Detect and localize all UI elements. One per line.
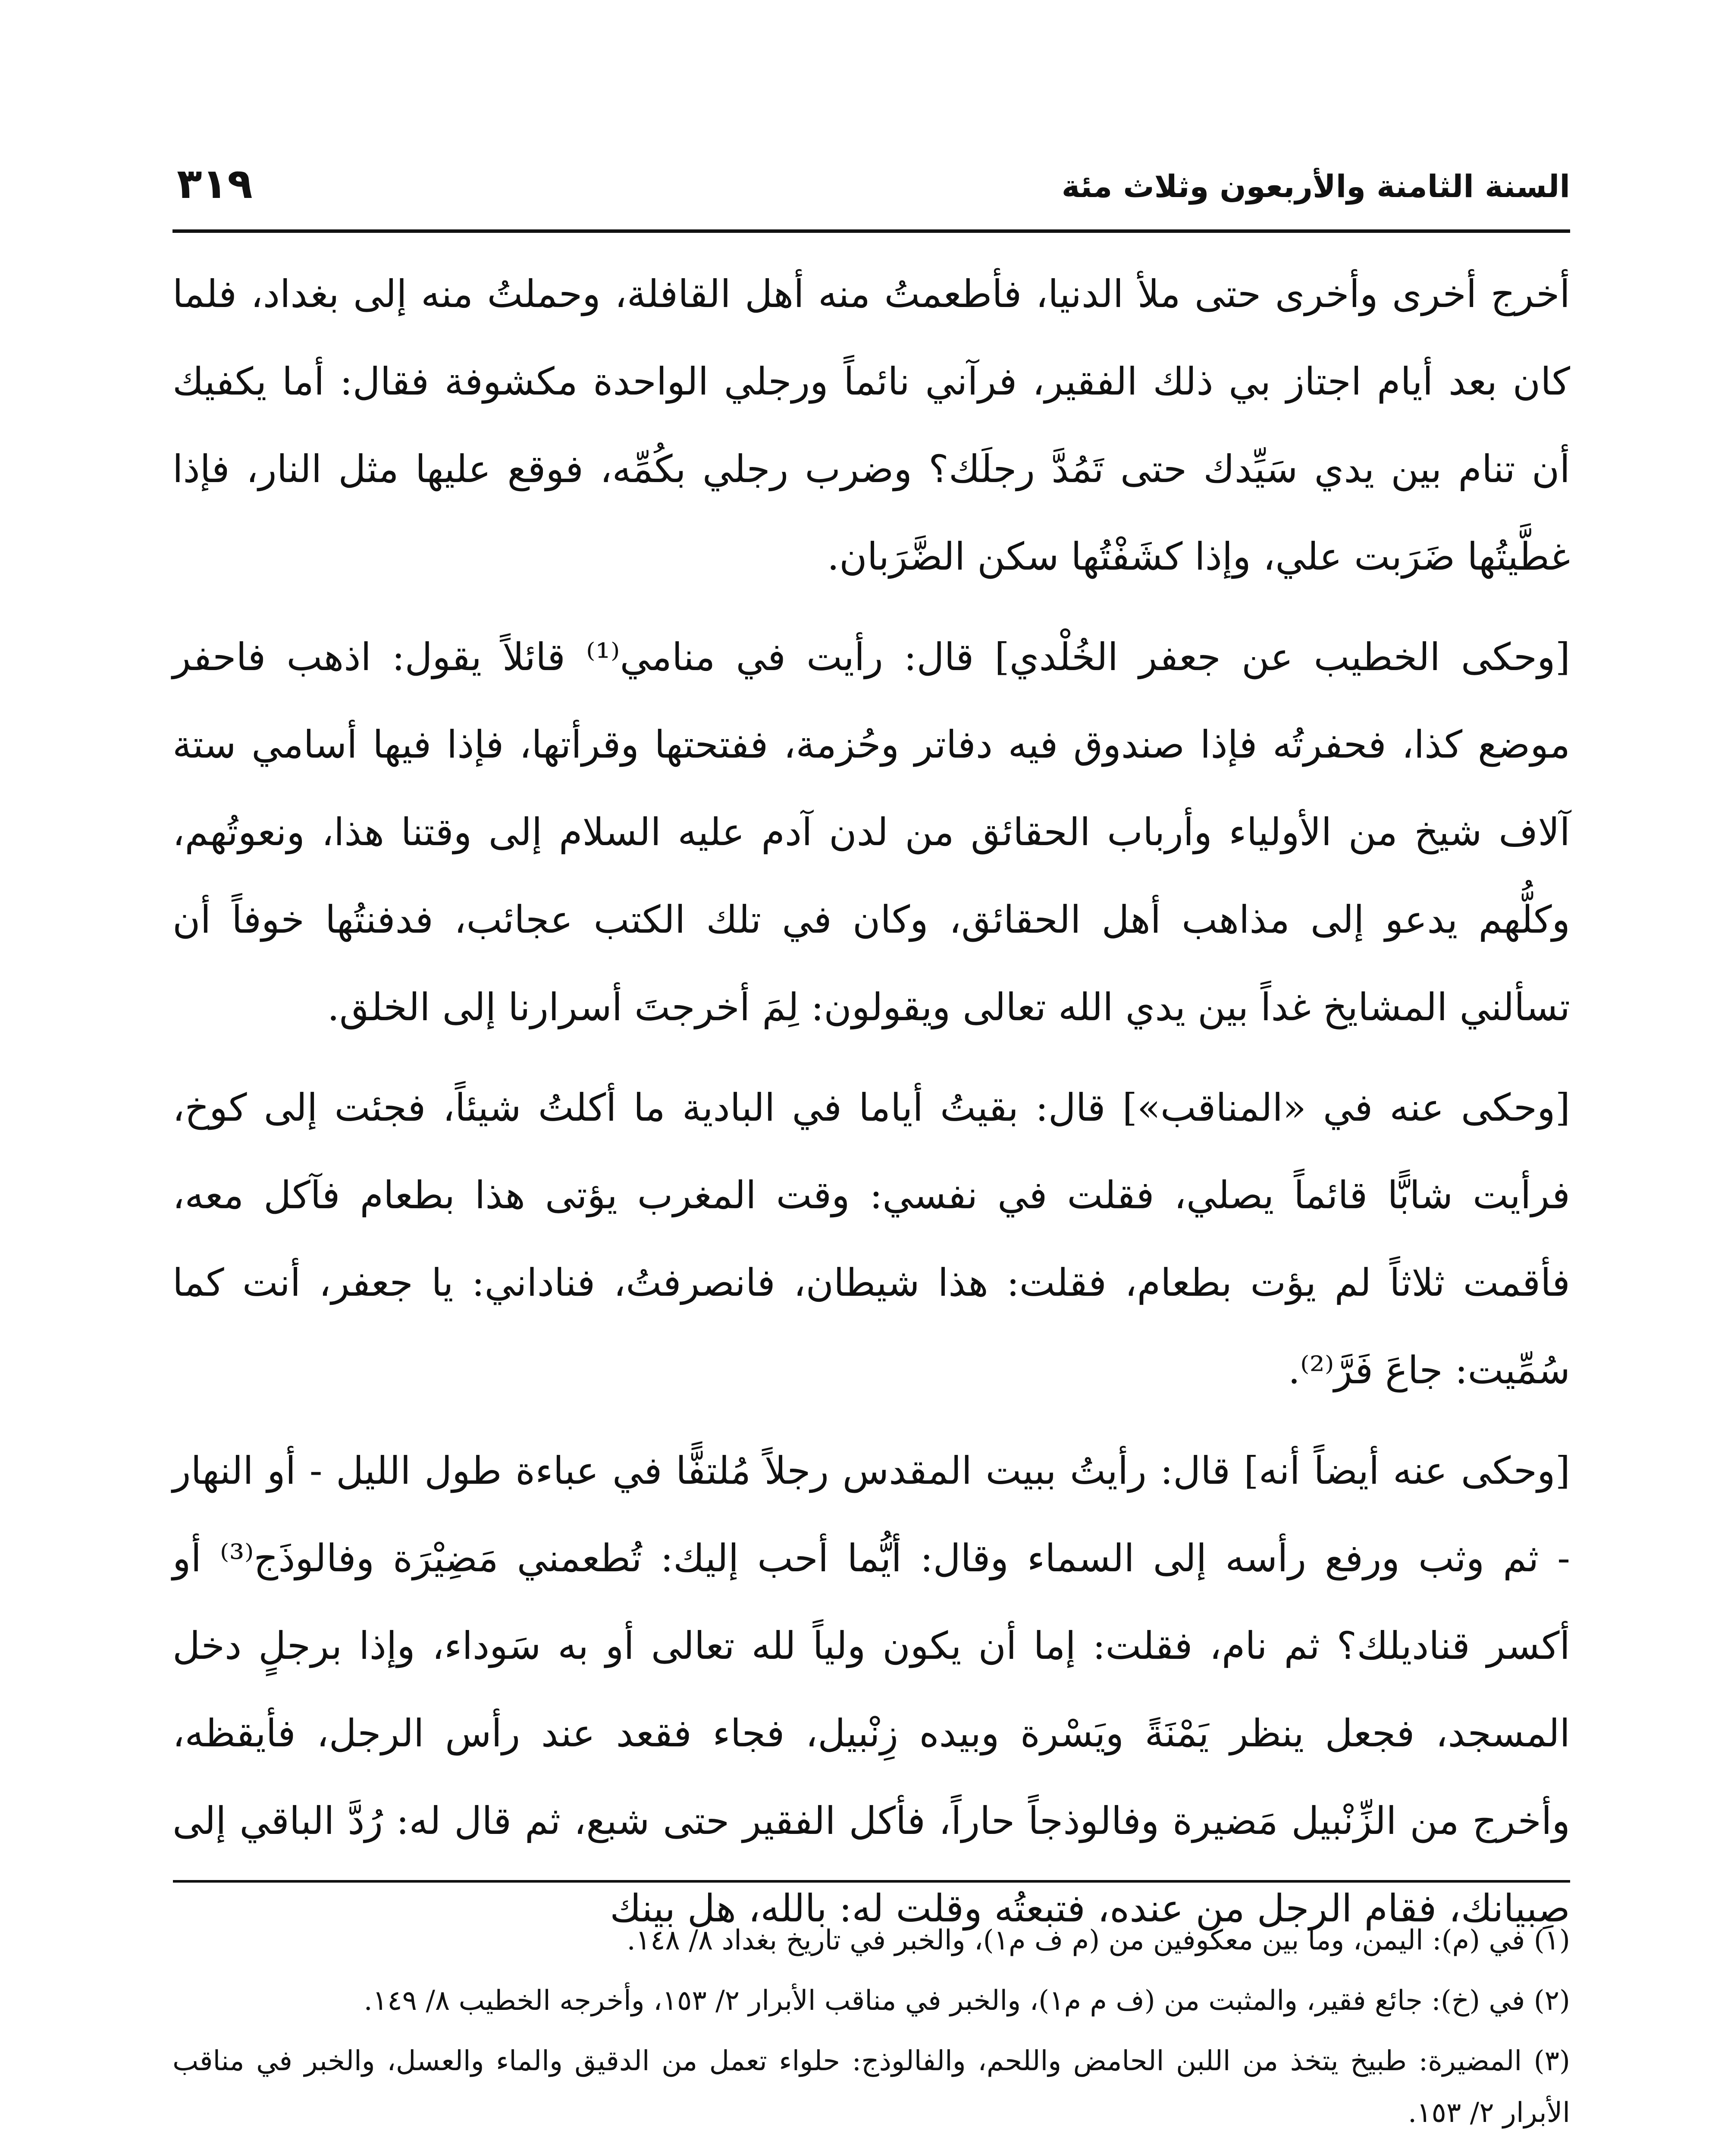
header-rule	[172, 229, 1570, 233]
footnote-1: (١) في (م): اليمن، وما بين معكوفين من (م ف م١)، والخبر في تاريخ بغداد ٨/ ١٤٨.	[627, 1924, 1570, 1956]
footnote-2: (٢) في (خ): جائع فقير، والمثبت من (ف م م١)، والخبر في مناقب الأبرار ٢/ ١٥٣، وأخرجه الخطيب ٨/ ١٤٩.	[364, 1985, 1570, 2017]
main-text	[172, 250, 1571, 1930]
footnote-divider	[173, 1880, 1570, 1883]
paragraph: [وحكى الخطيب عن جعفر الخُلْدي] قال: رأيت في منامي⁽¹⁾ قائلاً يقول: اذهب فاحفر موضع كذا، فحفرتُه فإذا صندوق فيه دفاتر وحُزمة، ففتحتها وقرأتها، فإذا فيها أسامي ستة آلاف شيخ من الأولياء وأرباب الحقائق من لدن آدم عليه السلام إلى وقتنا هذا، ونعوتُهم، وكلُّهم يدعو إلى مذاهب أهل الحقائق، وكان في تلك الكتب عجائب، فدفنتُها خوفاً أن تسألني المشايخ غداً بين يدي الله تعالى ويقولون: لِمَ أخرجتَ أسرارنا إلى الخلق.	[172, 635, 1570, 1029]
paragraph: أخرج أخرى وأخرى حتى ملأ الدنيا، فأطعمتُ منه أهل القافلة، وحملتُ منه إلى بغداد، فلما كان بعد أيام اجتاز بي ذلك الفقير، فرآني نائماً ورجلي الواحدة مكشوفة فقال: أما يكفيك أن تنام بين يدي سَيِّدك حتى تَمُدَّ رجلَك؟ وضرب رجلي بكُمِّه، فوقع عليها مثل النار، فإذا غطَّيتُها ضَرَبت علي، وإذا كشَفْتُها سكن الضَّرَبان.	[172, 272, 1571, 579]
running-title: السنة الثامنة والأربعون وثلاث مئة	[1061, 168, 1570, 204]
footnotes	[172, 1915, 1570, 2156]
page-header	[172, 160, 1570, 233]
footnote-3: (٣) المضيرة: طبيخ يتخذ من اللبن الحامض واللحم، والفالوذج: حلواء تعمل من الدقيق والماء والعسل، والخبر في مناقب الأبرار ٢/ ١٥٣.	[172, 2045, 1570, 2129]
page-number: ٣١٩	[177, 160, 253, 208]
paragraph: [وحكى عنه أيضاً أنه] قال: رأيتُ ببيت المقدس رجلاً مُلتفًّا في عباءة طول الليل - أو النهار - ثم وثب ورفع رأسه إلى السماء وقال: أيُّما أحب إليك: تُطعمني مَضِيْرَة وفالوذَج⁽³⁾ أو أكسر قناديلك؟ ثم نام، فقلت: إما أن يكون ولياً لله تعالى أو به سَوداء، وإذا برجلٍ دخل المسجد، فجعل ينظر يَمْنَةً ويَسْرة وبيده زِنْبيل، فجاء فقعد عند رأس الرجل، فأيقظه، وأخرج من الزِّنْبيل مَضيرة وفالوذجاً حاراً، فأكل الفقير حتى شبع، ثم قال له: رُدَّ الباقي إلى صِبيانك، فقام الرجل من عنده، فتبعتُه وقلت له: بالله، هل بينك	[172, 1448, 1571, 1930]
paragraph: [وحكى عنه في «المناقب»] قال: بقيتُ أياما في البادية ما أكلتُ شيئاً، فجئت إلى كوخ، فرأيت شابًّا قائماً يصلي، فقلت في نفسي: وقت المغرب يؤتى هذا بطعام فآكل معه، فأقمت ثلاثاً لم يؤت بطعام، فقلت: هذا شيطان، فانصرفتُ، فناداني: يا جعفر، أنت كما سُمِّيت: جاعَ فَرَّ⁽²⁾.	[172, 1085, 1570, 1392]
